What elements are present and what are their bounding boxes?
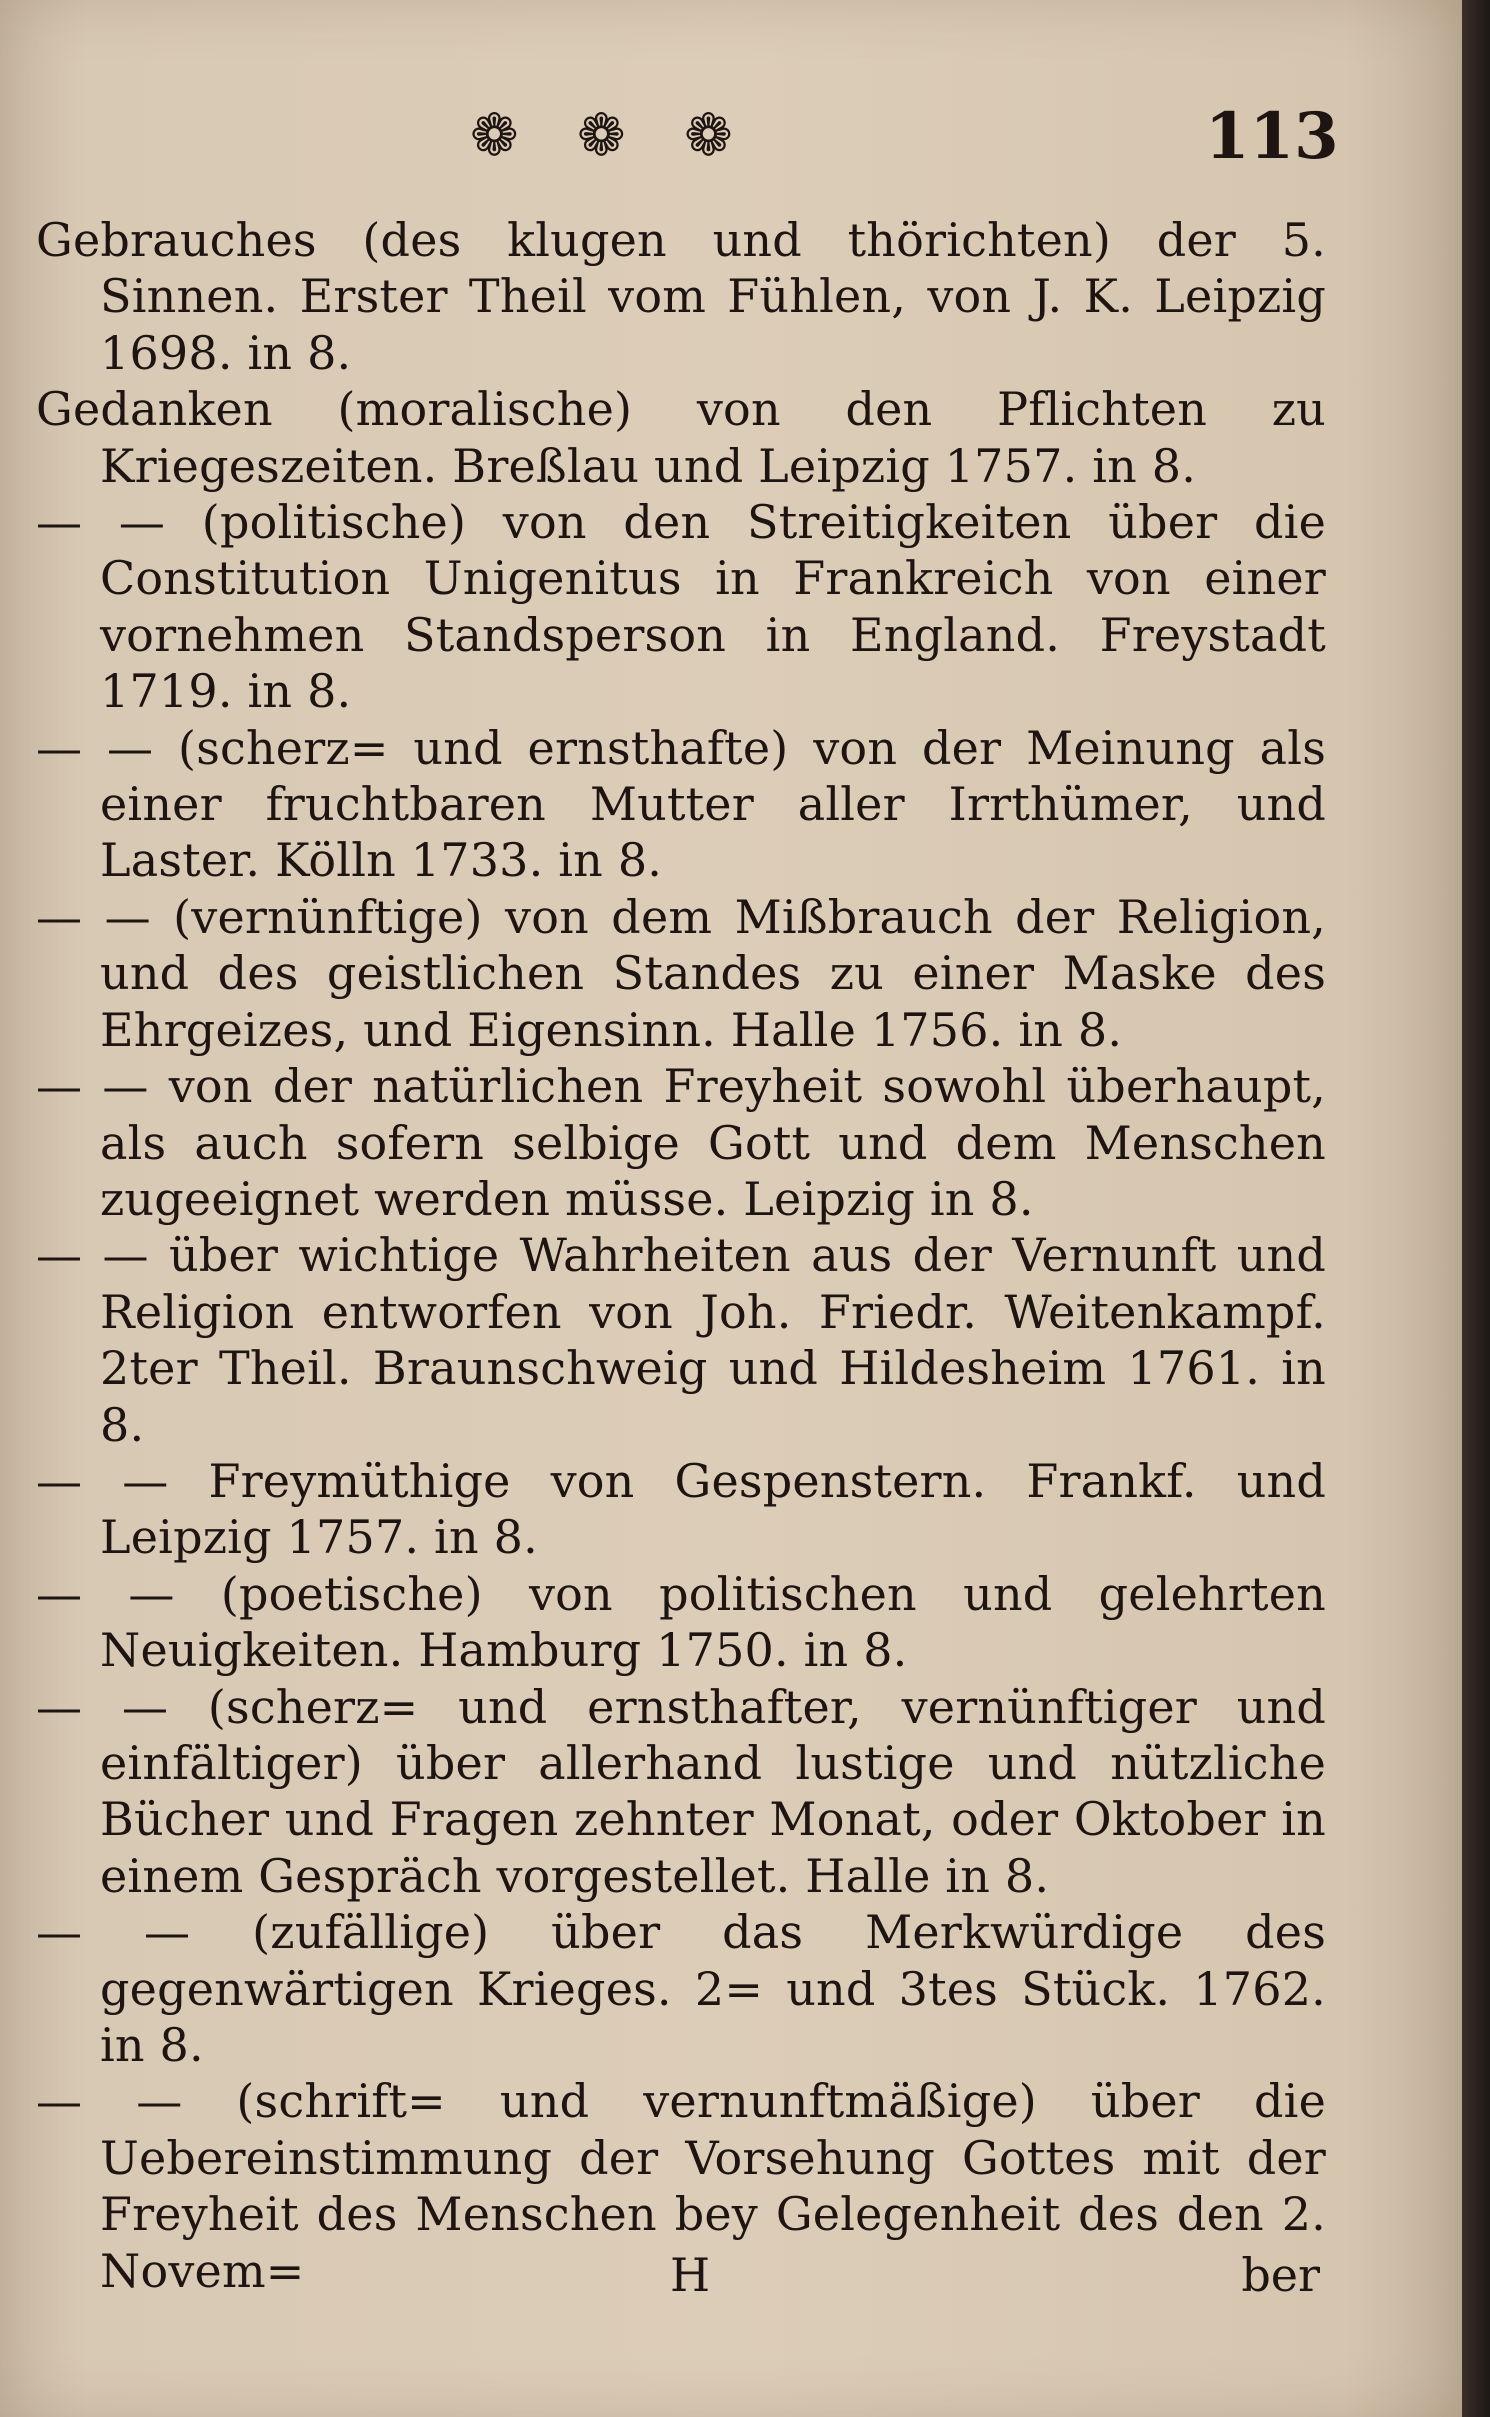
bibliography-entry: — — (vernünftige) von dem Mißbrauch der Religion, und des geistlichen Standes zu einer Maske des Ehrgeizes, und Eigensinn. Halle 1756. in 8. xyxy=(36,889,1326,1057)
bibliography-entry: — — Freymüthige von Gespenstern. Frankf. und Leipzig 1757. in 8. xyxy=(36,1453,1326,1565)
bibliography-entry: — — (schrift= und vernunftmäßige) über die Uebereinstimmung der Vorsehung Gottes mit der Freyheit des Menschen bey Gelegenheit des den 2. Novem= xyxy=(36,2074,1326,2298)
header-ornament: ❁ ❁ ❁ xyxy=(470,101,753,169)
signature-mark: H xyxy=(669,2248,711,2302)
page-footer xyxy=(0,2240,1462,2310)
bibliography-entry: — — (politische) von den Streitigkeiten über die Constitution Unigenitus in Frankreich von einer vornehmen Standsperson in England. Freystadt 1719. in 8. xyxy=(36,495,1326,719)
bibliography-entry: — — (scherz= und ernsthafte) von der Meinung als einer fruchtbaren Mutter aller Irrthümer, und Laster. Kölln 1733. in 8. xyxy=(36,720,1326,888)
bibliography-list xyxy=(36,212,1326,2299)
page-edge xyxy=(1462,0,1490,2417)
bibliography-entry: — — (scherz= und ernsthafter, vernünftiger und einfältiger) über allerhand lustige und nützliche Bücher und Fragen zehnter Monat, oder Oktober in einem Gespräch vorgestellet. Halle in 8. xyxy=(36,1679,1326,1903)
bibliography-entry: Gebrauches (des klugen und thörichten) der 5. Sinnen. Erster Theil vom Fühlen, von J. K. Leipzig 1698. in 8. xyxy=(36,213,1326,380)
bibliography-entry: — — (zufällige) über das Merkwürdige des gegenwärtigen Krieges. 2= und 3tes Stück. 1762. in 8. xyxy=(36,1905,1326,2072)
bibliography-entry: — — (poetische) von politischen und gelehrten Neuigkeiten. Hamburg 1750. in 8. xyxy=(36,1566,1326,1678)
page-header xyxy=(0,92,1462,182)
catchword: ber xyxy=(1241,2248,1320,2302)
bibliography-entry: Gedanken (moralische) von den Pflichten zu Kriegeszeiten. Breßlau und Leipzig 1757. in 8. xyxy=(36,382,1326,493)
bibliography-entry: — — über wichtige Wahrheiten aus der Vernunft und Religion entworfen von Joh. Friedr. Weitenkampf. 2ter Theil. Braunschweig und Hildesheim 1761. in 8. xyxy=(36,1228,1326,1452)
page-number: 113 xyxy=(1205,99,1339,174)
bibliography-entry: — — von der natürlichen Freyheit sowohl überhaupt, als auch sofern selbige Gott und dem Menschen zugeeignet werden müsse. Leipzig in 8. xyxy=(36,1059,1326,1226)
